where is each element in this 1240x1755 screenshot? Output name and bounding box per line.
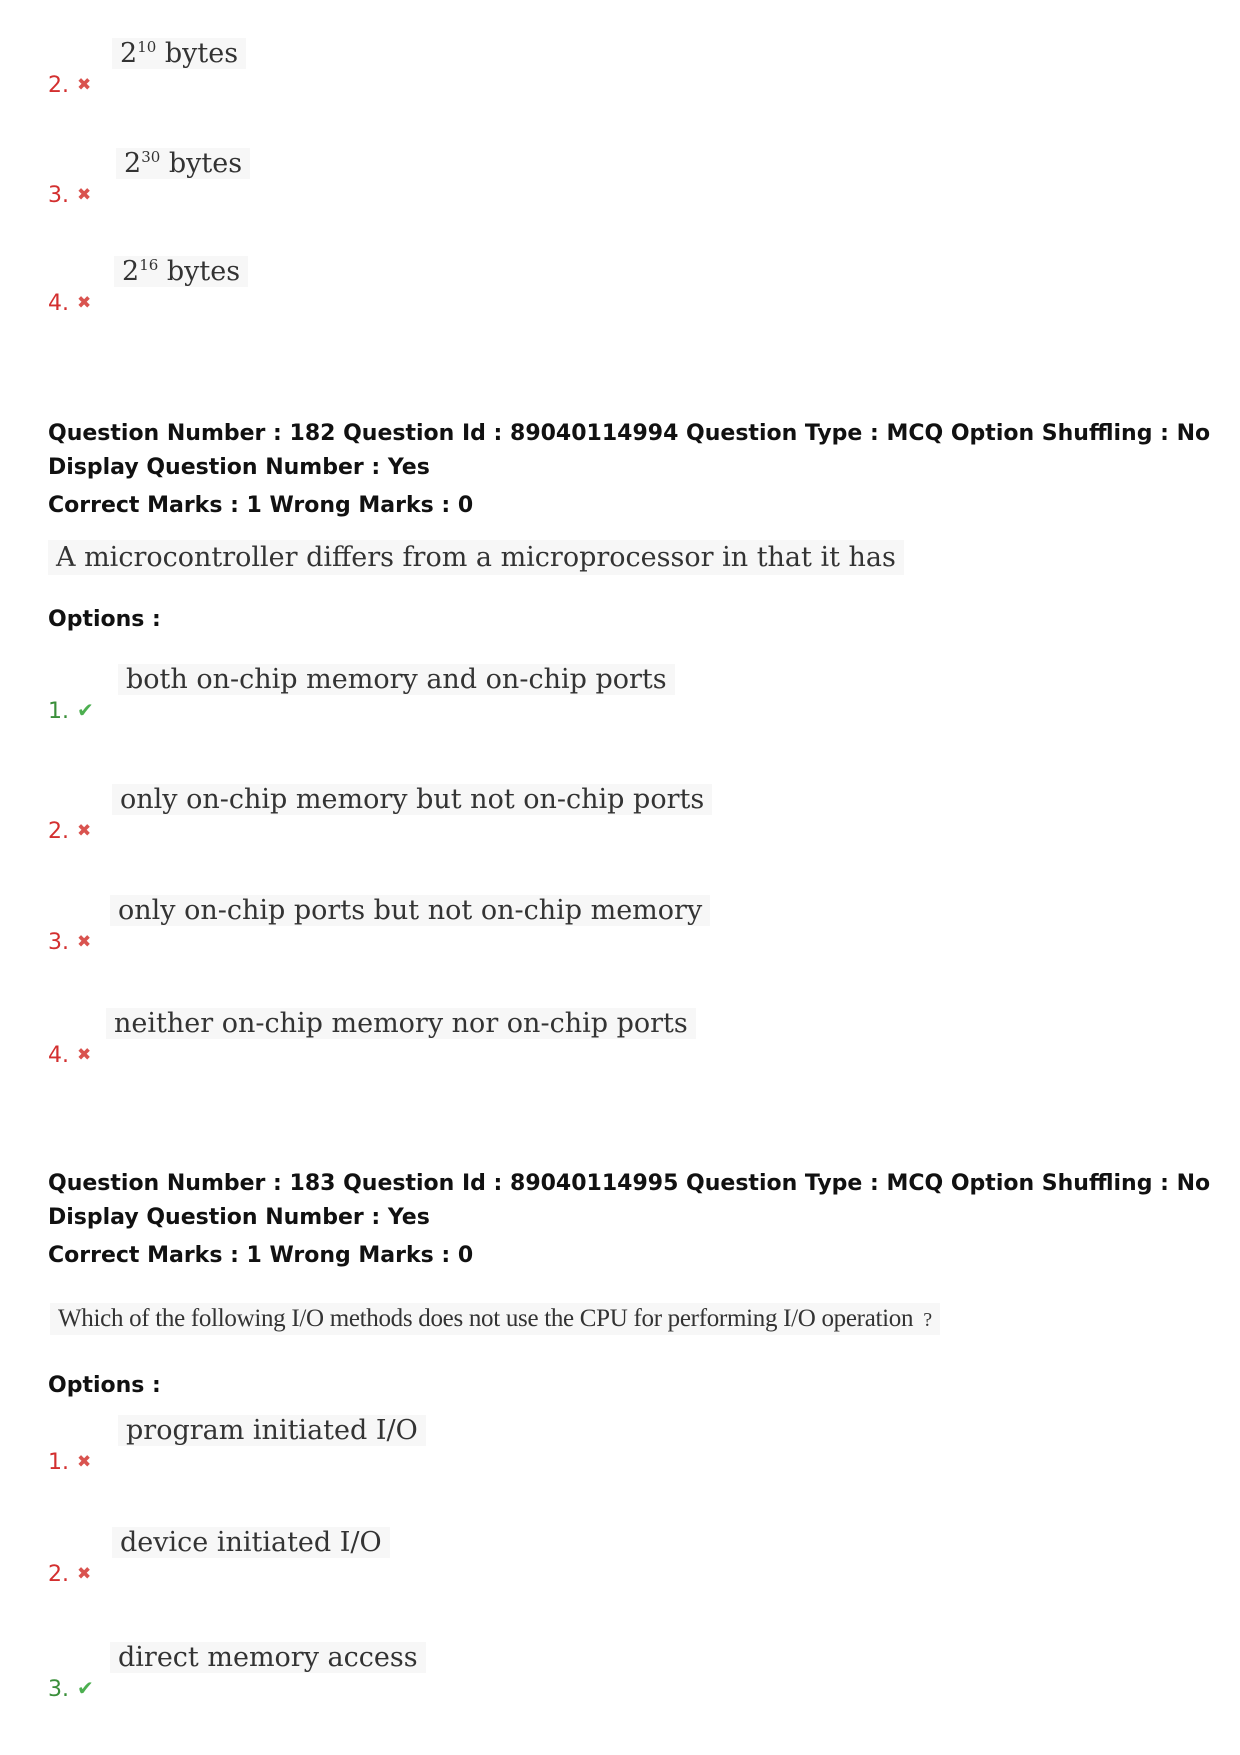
option-row: [48, 895, 748, 955]
option-row: [48, 784, 748, 844]
option-number: 3. ✖: [48, 930, 92, 955]
wrong-icon: ✖: [77, 185, 92, 205]
option-number: 1. ✔: [48, 698, 94, 724]
wrong-icon: ✖: [77, 1045, 92, 1065]
option-number: 3. ✔: [48, 1676, 94, 1702]
question-meta-line: Question Number : 183 Question Id : 89040114995 Question Type : MCQ Option Shuffling : No: [48, 1171, 1211, 1196]
wrong-icon: ✖: [77, 821, 92, 841]
option-text: both on-chip memory and on-chip ports: [118, 664, 675, 695]
option-text: direct memory access: [110, 1642, 426, 1673]
question-meta-line: Question Number : 182 Question Id : 89040114994 Question Type : MCQ Option Shuffling : No: [48, 421, 1211, 446]
option-row: [48, 148, 748, 208]
question-text: A microcontroller differs from a microprocessor in that it has: [48, 540, 904, 575]
option-number: 2. ✖: [48, 1562, 92, 1587]
option-text: $2^{10}$ bytes: [112, 38, 246, 69]
option-number: 2. ✖: [48, 819, 92, 844]
option-number: 3. ✖: [48, 183, 92, 208]
option-text: only on-chip ports but not on-chip memory: [110, 895, 710, 926]
display-question-number: Display Question Number : Yes: [48, 455, 430, 480]
check-icon: ✔: [77, 1676, 94, 1700]
option-text: only on-chip memory but not on-chip ports: [112, 784, 712, 815]
option-row: [48, 1527, 748, 1587]
option-number: 4. ✖: [48, 1043, 92, 1068]
display-question-number: Display Question Number : Yes: [48, 1205, 430, 1230]
wrong-icon: ✖: [77, 1564, 92, 1584]
option-text: $2^{16}$ bytes: [114, 256, 248, 287]
options-label: Options :: [48, 1373, 161, 1398]
question-text: Which of the following I/O methods does not use the CPU for performing I/O operation ?: [50, 1303, 940, 1335]
wrong-icon: ✖: [77, 75, 92, 95]
option-row: [48, 1008, 748, 1068]
check-icon: ✔: [77, 698, 94, 722]
option-text: $2^{30}$ bytes: [116, 148, 250, 179]
marks-line: Correct Marks : 1 Wrong Marks : 0: [48, 493, 474, 518]
option-row: [48, 1642, 748, 1702]
option-number: 4. ✖: [48, 291, 92, 316]
question-header: [48, 417, 1218, 523]
option-text: program initiated I/O: [118, 1415, 426, 1446]
option-text: device initiated I/O: [112, 1527, 390, 1558]
wrong-icon: ✖: [77, 932, 92, 952]
option-row: [48, 38, 748, 98]
option-row: [48, 1415, 748, 1475]
wrong-icon: ✖: [77, 1452, 92, 1472]
option-row: [48, 256, 748, 316]
option-number: 2. ✖: [48, 73, 92, 98]
option-text: neither on-chip memory nor on-chip ports: [106, 1008, 696, 1039]
options-label: Options :: [48, 607, 161, 632]
question-header: [48, 1167, 1218, 1273]
marks-line: Correct Marks : 1 Wrong Marks : 0: [48, 1243, 474, 1268]
option-number: 1. ✖: [48, 1450, 92, 1475]
option-row: [48, 664, 748, 724]
wrong-icon: ✖: [77, 293, 92, 313]
